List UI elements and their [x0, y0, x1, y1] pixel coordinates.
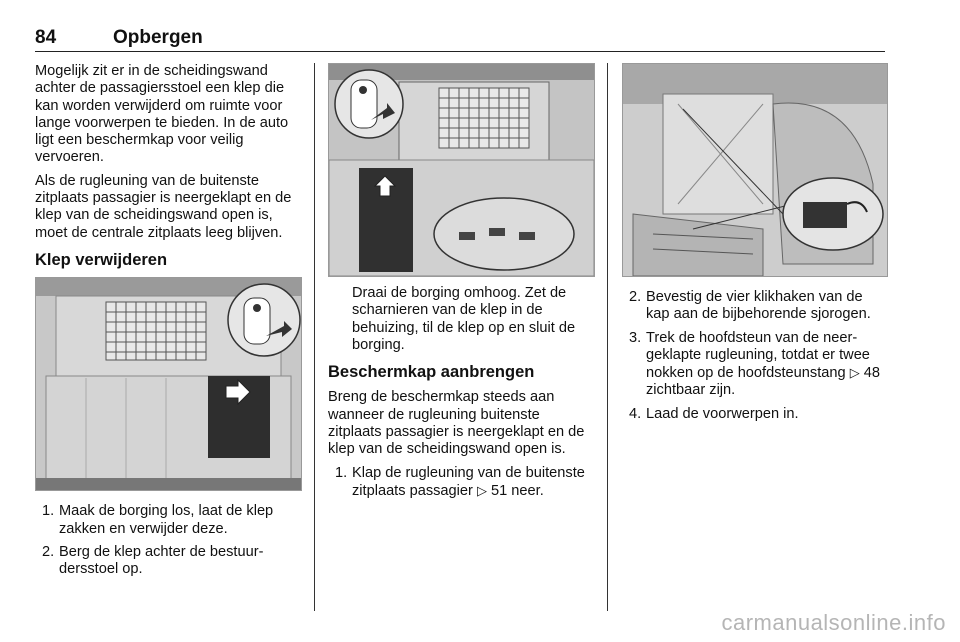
reference-icon: ▷ [849, 365, 860, 381]
column-divider [607, 63, 608, 611]
lock-rotate-step [328, 285, 593, 354]
section-heading-remove-flap: Klep verwijderen [35, 250, 168, 269]
list-item: 2. Bevestig de vier klikhaken van de kap aan de bijbehorende sjorogen. [629, 289, 871, 323]
warning-paragraph: Als de rugleuning van de buitenste zitplaats passagier is neergeklapt en de klep van de scheidingswand open is, moet de centrale zitplaats leeg blijven. [35, 172, 292, 241]
list-item: 4. Laad de voorwerpen in. [629, 405, 799, 422]
cover-steps-start [328, 465, 593, 501]
column-divider [314, 63, 315, 611]
illustration-lock-rotate [328, 63, 595, 277]
cover-hooks-image [623, 64, 887, 276]
cover-paragraph: Breng de beschermkap steeds aan wanneer de rugleuning buitenste zitplaats passagier is neergeklapt en de klep van de scheidingswand open is. [328, 389, 585, 458]
partition-lock-image [329, 64, 594, 276]
intro-paragraph: Mogelijk zit er in de scheidingswand achter de passagiersstoel een klep die kan worden verwijderd om ruimte voor lange voorwerpen te bieden. In de auto ligt een beschermkap voor veilig vervoeren. [35, 63, 289, 166]
section-heading-protective-cover: Beschermkap aanbrengen [328, 363, 535, 382]
list-item: 2. Berg de klep achter de bestuurdersstoel op. [42, 543, 264, 578]
page-title: Opbergen [113, 27, 203, 48]
list-item: Draai de borging omhoog. Zet de scharnieren van de klep in de behuizing, til de klep op en sluit de borging. [352, 285, 576, 353]
page-header [35, 25, 885, 52]
column-left [35, 63, 300, 584]
cover-steps-continued [622, 289, 886, 423]
page-number: 84 [35, 27, 57, 48]
column-right [622, 63, 886, 429]
illustration-cover-hooks [622, 63, 888, 277]
list-item: 3. Trek de hoofdsteun van de neergeklapte rugleuning, totdat er twee nokken op de hoofdsteunstang ▷ 48 zichtbaar zijn. [629, 329, 880, 399]
reference-icon: ▷ [476, 482, 487, 498]
list-item: 1. Maak de borging los, laat de klep zakken en verwijder deze. [42, 503, 274, 537]
watermark: carmanualsonline.info [721, 610, 946, 635]
partition-wall-flap-image [36, 278, 301, 490]
column-middle [328, 63, 593, 506]
illustration-remove-flap [35, 277, 302, 491]
list-item: 1. Klap de rugleuning van de buitenste zitplaats passagier ▷ 51 neer. [335, 464, 585, 499]
remove-flap-steps [35, 503, 300, 578]
